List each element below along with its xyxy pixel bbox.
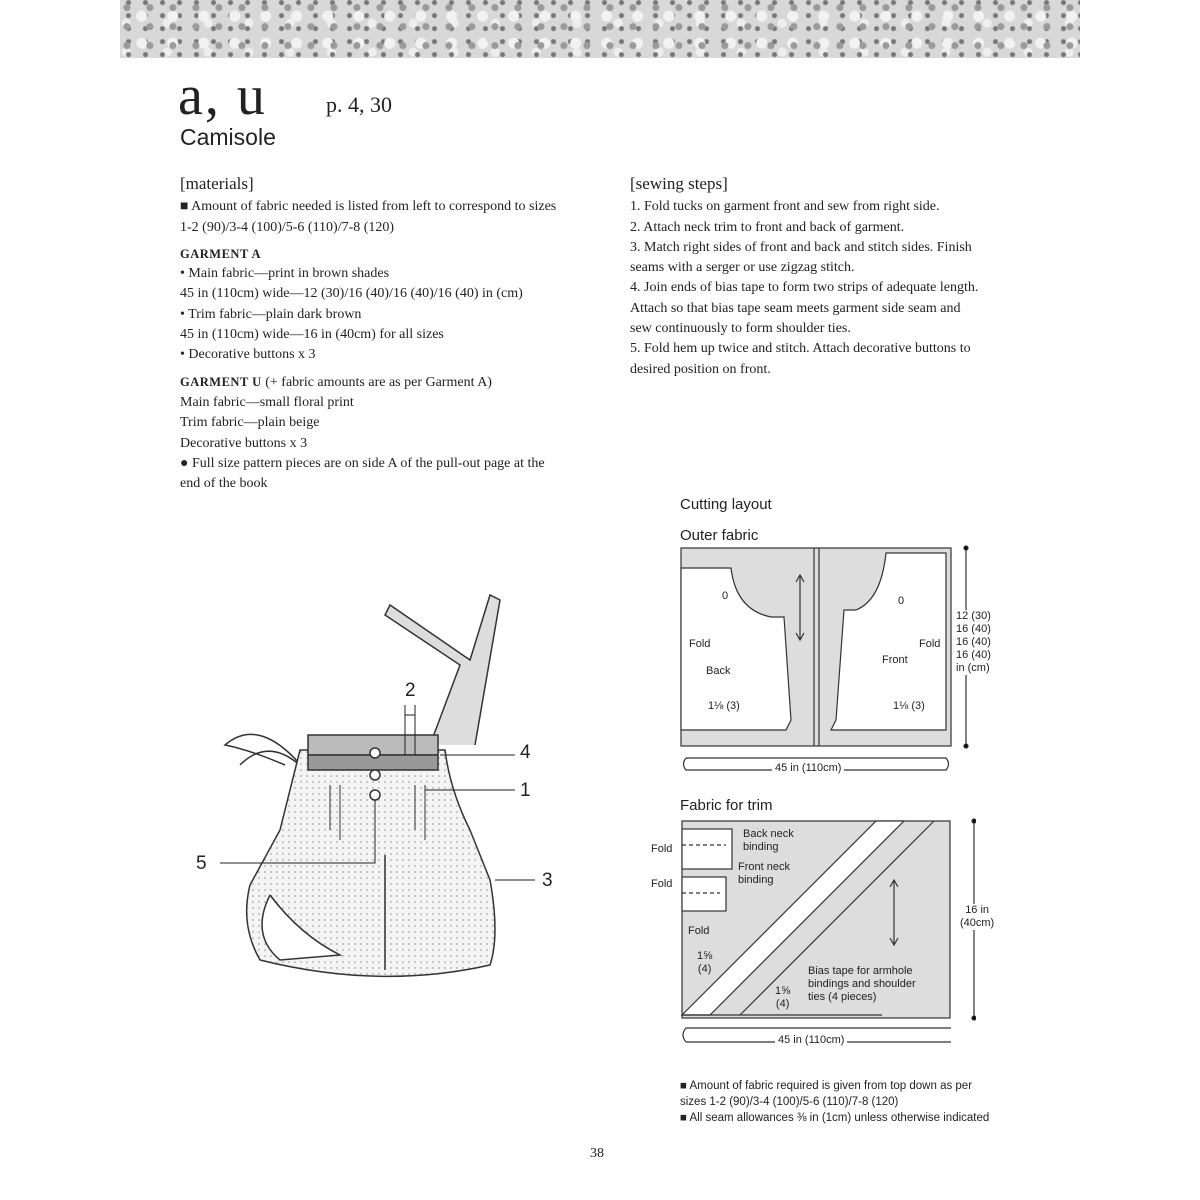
text-line: 2. Attach neck trim to front and back of garment. (630, 219, 905, 235)
text-line: 5. Fold hem up twice and stitch. Attach decorative buttons to (630, 341, 971, 357)
sewing-steps-section (630, 174, 1050, 380)
strip-width-label: 1⅝ (4) (697, 950, 713, 975)
text-line: (+ fabric amounts are as per Garment A) (265, 374, 492, 390)
materials-heading: [materials] (180, 174, 254, 193)
trim-width-dimension: 45 in (110cm) (775, 1034, 847, 1047)
hem-allowance: 1⅛ (3) (708, 700, 740, 712)
page-number: 38 (590, 1146, 604, 1161)
text-line: • Main fabric—print in brown shades (180, 266, 390, 282)
text-line: desired position on front. (630, 361, 771, 377)
neck-mark: 0 (722, 590, 729, 602)
text-line: 1. Fold tucks on garment front and sew from right side. (630, 199, 940, 215)
text-line: seams with a serger or use zigzag stitch. (630, 260, 855, 276)
cutting-layout-title: Cutting layout (680, 496, 772, 513)
garment-u-heading: GARMENT U (180, 374, 262, 389)
camisole-illustration (190, 575, 570, 995)
text-line: Trim fabric—plain beige (180, 415, 320, 431)
text-line: • Decorative buttons x 3 (180, 347, 316, 363)
callout-3: 3 (542, 870, 553, 891)
sewing-heading: [sewing steps] (630, 174, 728, 193)
trim-fabric-diagram (676, 815, 976, 1055)
callout-5: 5 (196, 853, 207, 874)
page-title: Camisole (180, 124, 276, 150)
fold-label: Fold (651, 878, 673, 890)
fold-label: Fold (688, 925, 710, 937)
front-neck-binding-label: Front neck binding (738, 861, 790, 886)
garment-a-heading: GARMENT A (180, 246, 262, 261)
text-line: Main fabric—small floral print (180, 394, 354, 410)
neck-mark: 0 (898, 595, 905, 607)
text-line: sew continuously to form shoulder ties. (630, 321, 851, 337)
fold-label: Fold (689, 638, 711, 650)
text-line: • Trim fabric—plain dark brown (180, 306, 362, 322)
fold-label: Fold (651, 843, 673, 855)
text-line: ● Full size pattern pieces are on side A of the pull-out page at the (180, 455, 545, 471)
fold-label: Fold (919, 638, 941, 650)
strip-width-label: 1⅝ (4) (775, 985, 791, 1010)
pattern-letters: a, u (178, 65, 267, 127)
bias-tape-label: Bias tape for armhole bindings and shoulder ties (4 pieces) (808, 965, 916, 1003)
text-line: end of the book (180, 476, 268, 492)
callout-1: 1 (520, 780, 531, 801)
text-line: Decorative buttons x 3 (180, 435, 308, 451)
text-line: 4. Join ends of bias tape to form two strips of adequate length. (630, 280, 979, 296)
callout-2: 2 (405, 680, 416, 701)
outer-fabric-label: Outer fabric (680, 527, 759, 544)
cutting-notes: ■ Amount of fabric required is given from top down as per sizes 1-2 (90)/3-4 (100)/5-6 (110)/7-8 (120) ■ All seam allowances ⅜ in (1cm) unless otherwise indicated (680, 1080, 990, 1124)
back-piece-label: Back (706, 665, 731, 677)
text-line: 1-2 (90)/3-4 (100)/5-6 (110)/7-8 (120) (180, 219, 395, 235)
trim-fabric-label: Fabric for trim (680, 797, 773, 814)
text-line: ■ Amount of fabric needed is listed from left to correspond to sizes (180, 199, 557, 215)
callout-4: 4 (520, 742, 531, 763)
text-line: 45 in (110cm) wide—16 in (40cm) for all sizes (180, 327, 444, 343)
outer-width-dimension: 45 in (110cm) (772, 762, 844, 775)
page-reference: p. 4, 30 (326, 92, 392, 117)
floral-header-band (120, 0, 1080, 58)
text-line: Attach so that bias tape seam meets garment side seam and (630, 300, 961, 316)
materials-section (180, 174, 620, 494)
front-piece-label: Front (882, 654, 908, 666)
trim-height-dimension: 16 in (40cm) (960, 904, 995, 929)
outer-fabric-diagram (676, 540, 976, 780)
hem-allowance: 1⅛ (3) (893, 700, 925, 712)
text-line: 3. Match right sides of front and back and stitch sides. Finish (630, 239, 972, 255)
outer-height-dimension: 12 (30) 16 (40) 16 (40) 16 (40) in (cm) (956, 610, 991, 674)
back-neck-binding-label: Back neck binding (743, 828, 794, 853)
text-line: 45 in (110cm) wide—12 (30)/16 (40)/16 (40)/16 (40) in (cm) (180, 286, 523, 302)
